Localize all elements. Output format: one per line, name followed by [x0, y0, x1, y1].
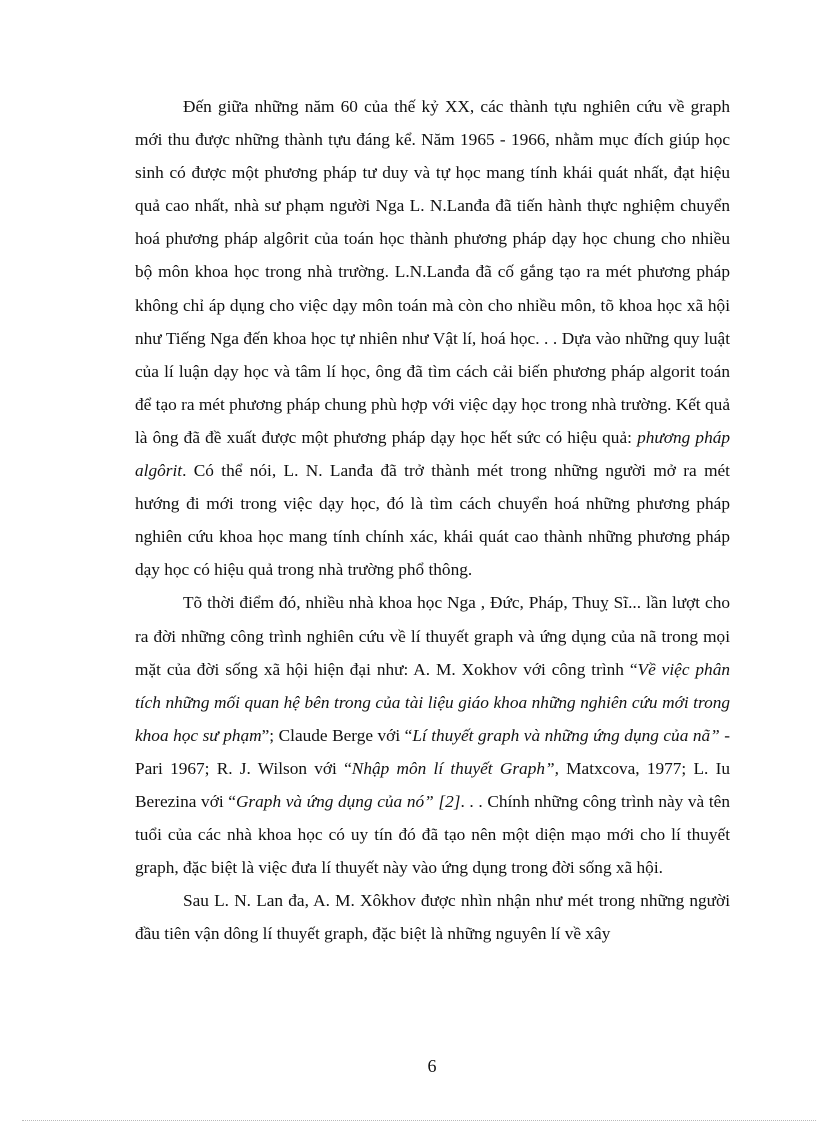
paragraph-2: [135, 586, 730, 884]
paragraph-1-italic-term: phương pháp algôrit: [135, 427, 730, 481]
paragraph-1-text-end: . Có thể nói, L. N. Lanđa đã trở thành mét trong những người mở ra mét hướng đi mới trong việc dạy học, đó là tìm cách chuyển hoá những phương pháp nghiên cứu khoa học mang tính chính xác, khái quát cao thành những phương pháp dạy học có hiệu quả trong nhà trường phổ thông.: [135, 461, 730, 580]
paragraph-2-text-end: . . . Chính những công trình này và tên tuổi của các nhà khoa học có uy tín đó đã tạo nên một diện mạo mới cho lí thuyết graph, đặc biệt là việc đưa lí thuyết này vào ứng dụng trong đời sống xã hội.: [135, 791, 730, 878]
work-title-xokhov: Về việc phân tích những mối quan hệ bên trong của tài liệu giáo khoa những nghiên cứu mới trong khoa học sư phạm: [135, 659, 730, 745]
paragraph-2-text-c: - Pari 1967; R. J. Wilson với “: [135, 725, 730, 778]
paragraph-2-text: Tõ thời điểm đó, nhiều nhà khoa học Nga , Đức, Pháp, Thuỵ Sĩ... lần lượt cho ra đời những công trình nghiên cứu về lí thuyết graph và ứng dụng của nã trong mọi mặt của đời sống xã hội hiện đại như: A. M. Xokhov với công trình “: [135, 593, 730, 679]
paragraph-3-text: Sau L. N. Lan đa, A. M. Xôkhov được nhìn nhận như mét trong những người đầu tiên vận dông lí thuyết graph, đặc biệt là những nguyên lí về xây: [135, 891, 730, 944]
paragraph-3: [135, 884, 730, 950]
paragraph-2-text-b: ”; Claude Berge với “: [261, 725, 413, 745]
work-title-berge: Lí thuyết graph và những ứng dụng của nã”: [412, 725, 720, 745]
paragraph-2-text-d: Matxcova, 1977; L. Iu Berezina với “: [135, 758, 730, 811]
paragraph-1: [135, 90, 730, 586]
body-text: [135, 90, 730, 950]
work-title-wilson: Nhập môn lí thuyết Graph”,: [351, 758, 559, 778]
work-title-berezina: Graph và ứng dụng của nó” [2]: [235, 791, 461, 811]
paragraph-1-text: Đến giữa những năm 60 của thế kỷ XX, các thành tựu nghiên cứu về graph mới thu được những thành tựu đáng kể. Năm 1965 - 1966, nhằm mục đích giúp học sinh có được một phương pháp tư duy và tự học mang tính khái quát nhất, đạt hiệu quả cao nhất, nhà sư phạm người Nga L. N.Lanđa đã tiến hành thực nghiệm chuyển hoá phương pháp algôrit của toán học thành phương pháp dạy học chung cho nhiều bộ môn khoa học trong nhà trường. L.N.Lanđa đã cố gắng tạo ra mét phương pháp không chỉ áp dụng cho việc dạy môn toán mà còn cho nhiều môn, tõ khoa học xã hội như Tiếng Nga đến khoa học tự nhiên như Vật lí, hoá học. . . Dựa vào những quy luật của lí luận dạy học và tâm lí học, ông đã tìm cách cải biến phương pháp algorit toán để tạo ra mét phương pháp chung phù hợp với việc dạy học trong nhà trường. Kết quả là ông đã đề xuất được một phương pháp dạy học hết sức có hiệu quả:: [135, 97, 730, 447]
page-number: 6: [427, 1056, 437, 1076]
page-bottom-divider: [22, 1120, 816, 1121]
